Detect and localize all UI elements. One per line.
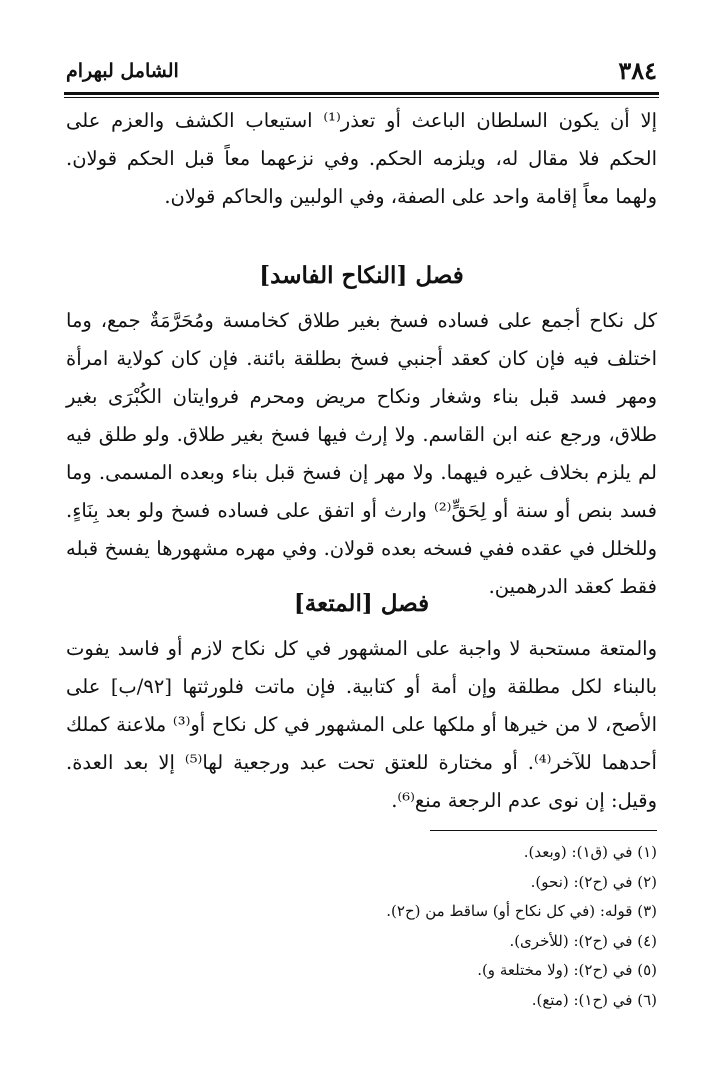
footnotes xyxy=(66,838,657,1015)
intro-paragraph-block xyxy=(66,102,657,216)
section-heading-invalid-marriage: فصل [النكاح الفاسد] xyxy=(259,262,464,289)
section1-paragraph: كل نكاح أجمع على فساده فسخ بغير طلاق كخامسة ومُحَرَّمَةٌ جمع، وما اختلف فيه فإن كان كعقد أجنبي فسخ بطلقة بائنة. فإن كان كولاية امرأة ومهر فسد قبل بناء وشغار ونكاح مريض ومحرم فروايتان الكُبْرَى بغير طلاق، ورجع عنه ابن القاسم. ولا إرث فيها فسخ بغير طلاق. ولو طلق فيه لم يلزم بخلاف غيره فيهما. ولا مهر إن فسخ قبل بناء وبعده المسمى. وما فسد بنص أو سنة أو لِحَقٍّ⁽²⁾ وارث أو اتفق على فساده فسخ ولو بعد بِنَاءٍ. وللخلل في عقده ففي فسخه بعده قولان. وفي مهره مشهورها يفسخ قبله فقط كعقد الدرهمين. xyxy=(66,309,658,598)
header-rule-thin xyxy=(64,97,659,98)
page-header xyxy=(64,50,659,94)
footnote-separator xyxy=(430,830,657,831)
footnote-4: (٤) في (ح٢): (للأخرى). xyxy=(509,931,657,950)
footnote-6: (٦) في (ح١): (متع). xyxy=(531,990,657,1009)
intro-paragraph: إلا أن يكون السلطان الباعث أو تعذر⁽¹⁾ استيعاب الكشف والعزم على الحكم فلا مقال له، ويلزمه الحكم. وفي نزعهما معاً قبل الحكم قولان. ولهما معاً إقامة واحد على الصفة، وفي الولبين والحاكم قولان. xyxy=(66,109,657,208)
section-heading-mutah: فصل [المتعة] xyxy=(293,590,430,617)
footnote-2: (٢) في (ح٢): (نحو). xyxy=(530,872,657,891)
running-title: الشامل لبهرام xyxy=(66,60,179,82)
page-number: ٣٨٤ xyxy=(618,56,657,85)
footnote-3: (٣) قوله: (في كل نكاح أو) ساقط من (ح٢). xyxy=(386,902,657,920)
section2-paragraph: والمتعة مستحبة لا واجبة على المشهور في كل نكاح لازم أو فاسد يفوت بالبناء لكل مطلقة وإن أمة أو كتابية. فإن ماتت فلورثتها [٩٢/ب] على الأصح، لا من خيرها أو ملكها على المشهور في كل نكاح أو⁽³⁾ ملاعنة كملك أحدهما للآخر⁽⁴⁾. أو مختارة للعتق تحت عبد ورجعية لها⁽⁵⁾ إلا بعد العدة. وقيل: إن نوى عدم الرجعة منع⁽⁶⁾. xyxy=(66,637,658,812)
header-rule-thick xyxy=(64,92,659,95)
section1-paragraph-block xyxy=(66,302,657,606)
section2-paragraph-block xyxy=(66,630,657,820)
footnote-5: (٥) في (ح٢): (ولا مختلعة و). xyxy=(477,961,657,979)
footnote-1: (١) في (ق١): (وبعد). xyxy=(523,843,657,861)
